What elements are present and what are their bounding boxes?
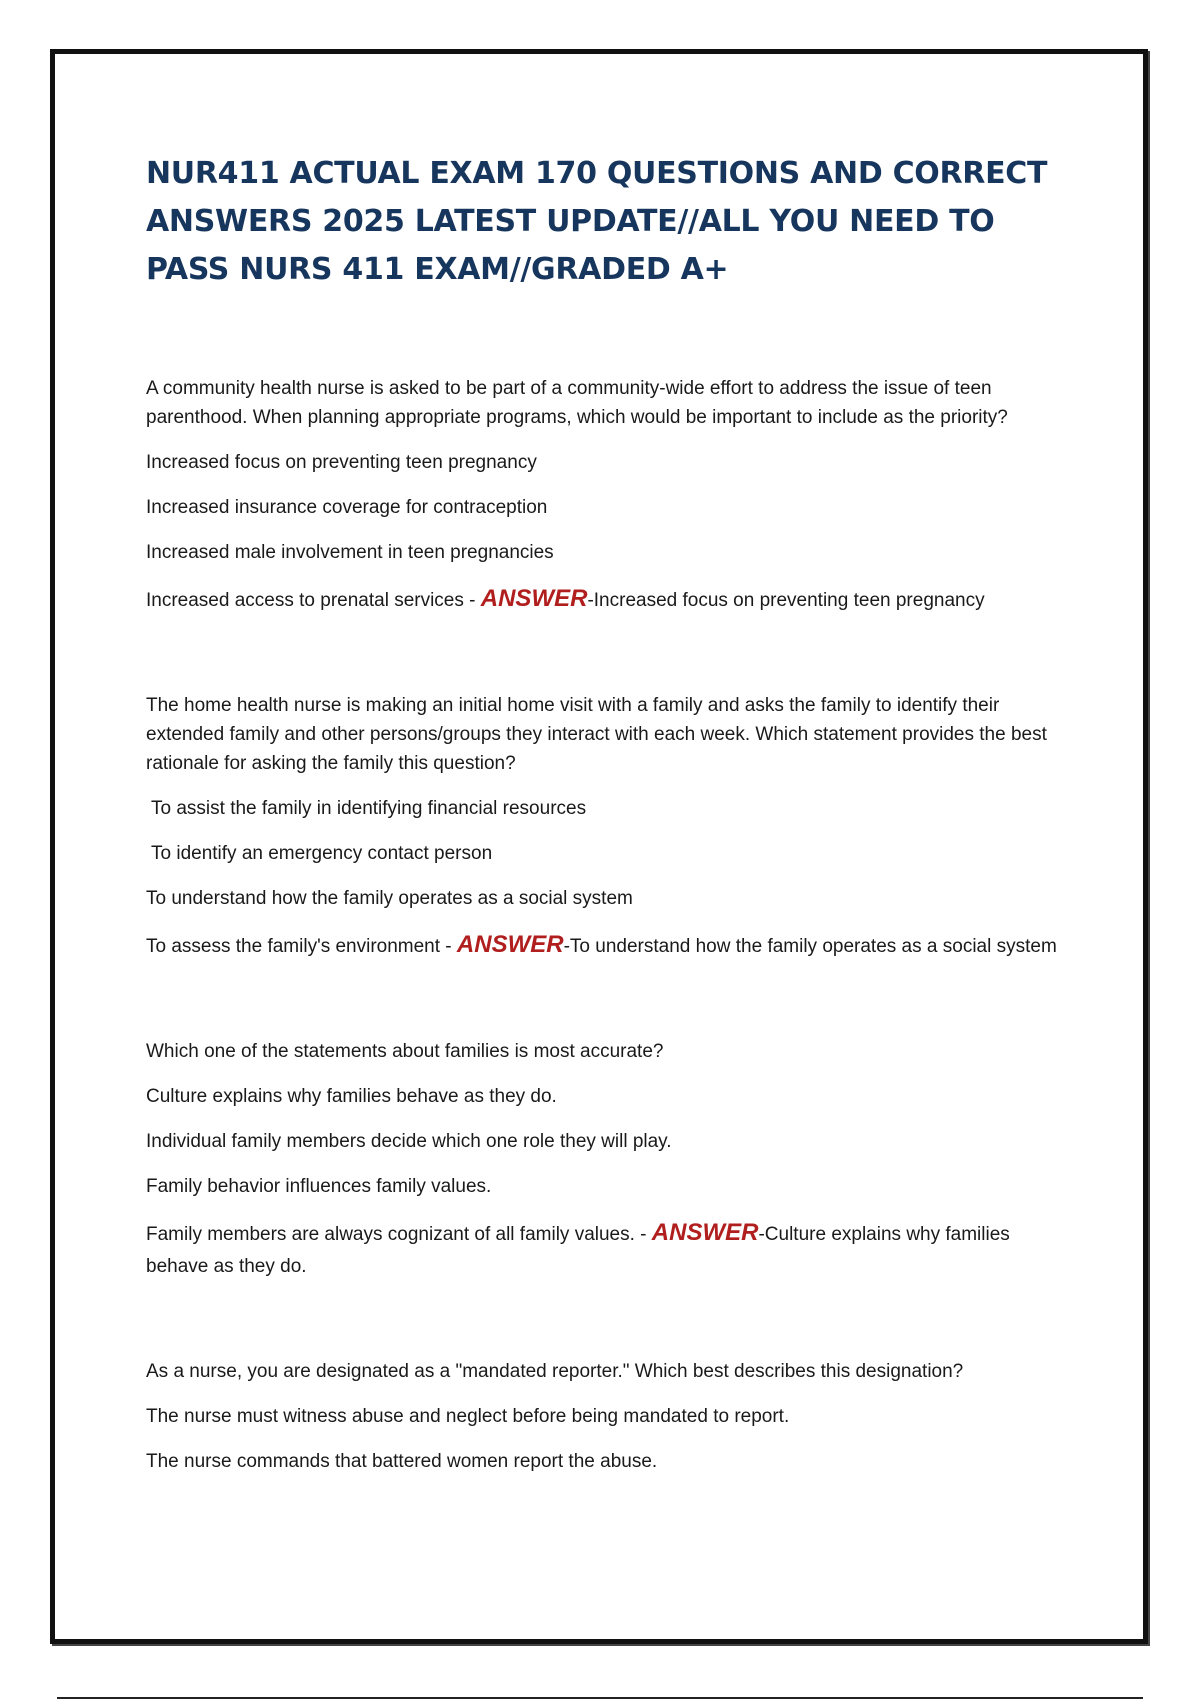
- correct-answer-text: -Culture explains why families behave as they do.: [146, 1224, 1010, 1277]
- answer-option: To assist the family in identifying financial resources: [151, 798, 587, 819]
- question-3: [146, 1037, 1066, 1283]
- answer-option: Increased insurance coverage for contraception: [146, 497, 548, 518]
- answer-option: Culture explains why families behave as they do.: [146, 1086, 557, 1107]
- answer-option: Family behavior influences family values.: [146, 1176, 492, 1197]
- answer-option: Increased focus on preventing teen pregnancy: [146, 452, 537, 473]
- answer-option-with-key: [146, 929, 1066, 963]
- answer-option: Increased male involvement in teen pregnancies: [146, 542, 554, 563]
- answer-option: To identify an emergency contact person: [151, 843, 493, 864]
- document-content: [146, 150, 1066, 1550]
- answer-option-text: Increased access to prenatal services -: [146, 590, 481, 611]
- page-bottom-rule: [57, 1697, 1143, 1699]
- question-1: [146, 374, 1066, 617]
- document-title: NUR411 ACTUAL EXAM 170 QUESTIONS AND CORRECT ANSWERS 2025 LATEST UPDATE//ALL YOU NEED TO PASS NURS 411 EXAM//GRADED A+: [146, 156, 1048, 287]
- question-text: The home health nurse is making an initial home visit with a family and asks the family to identify their extended family and other persons/groups they interact with each week. Which statement provides the best rationale for asking the family this question?: [146, 695, 1047, 774]
- question-4: [146, 1357, 1066, 1476]
- answer-option-text: To assess the family's environment -: [146, 936, 457, 957]
- answer-option-text: Family members are always cognizant of all family values. -: [146, 1224, 652, 1245]
- question-text: As a nurse, you are designated as a "mandated reporter." Which best describes this designation?: [146, 1361, 964, 1382]
- correct-answer-text: -To understand how the family operates as a social system: [563, 936, 1057, 957]
- answer-option: Individual family members decide which one role they will play.: [146, 1131, 672, 1152]
- answer-option: The nurse commands that battered women report the abuse.: [146, 1451, 658, 1472]
- answer-label: ANSWER: [651, 1219, 759, 1246]
- correct-answer-text: -Increased focus on preventing teen pregnancy: [587, 590, 985, 611]
- question-text: A community health nurse is asked to be part of a community-wide effort to address the issue of teen parenthood. When planning appropriate programs, which would be important to include as the priority?: [146, 378, 1008, 428]
- question-2: [146, 691, 1066, 963]
- answer-option-with-key: [146, 1217, 1066, 1283]
- answer-option: To understand how the family operates as a social system: [146, 888, 633, 909]
- answer-option-with-key: [146, 583, 1066, 617]
- question-text: Which one of the statements about families is most accurate?: [146, 1041, 664, 1062]
- answer-label: ANSWER: [480, 585, 588, 612]
- answer-label: ANSWER: [456, 931, 564, 958]
- answer-option: The nurse must witness abuse and neglect before being mandated to report.: [146, 1406, 790, 1427]
